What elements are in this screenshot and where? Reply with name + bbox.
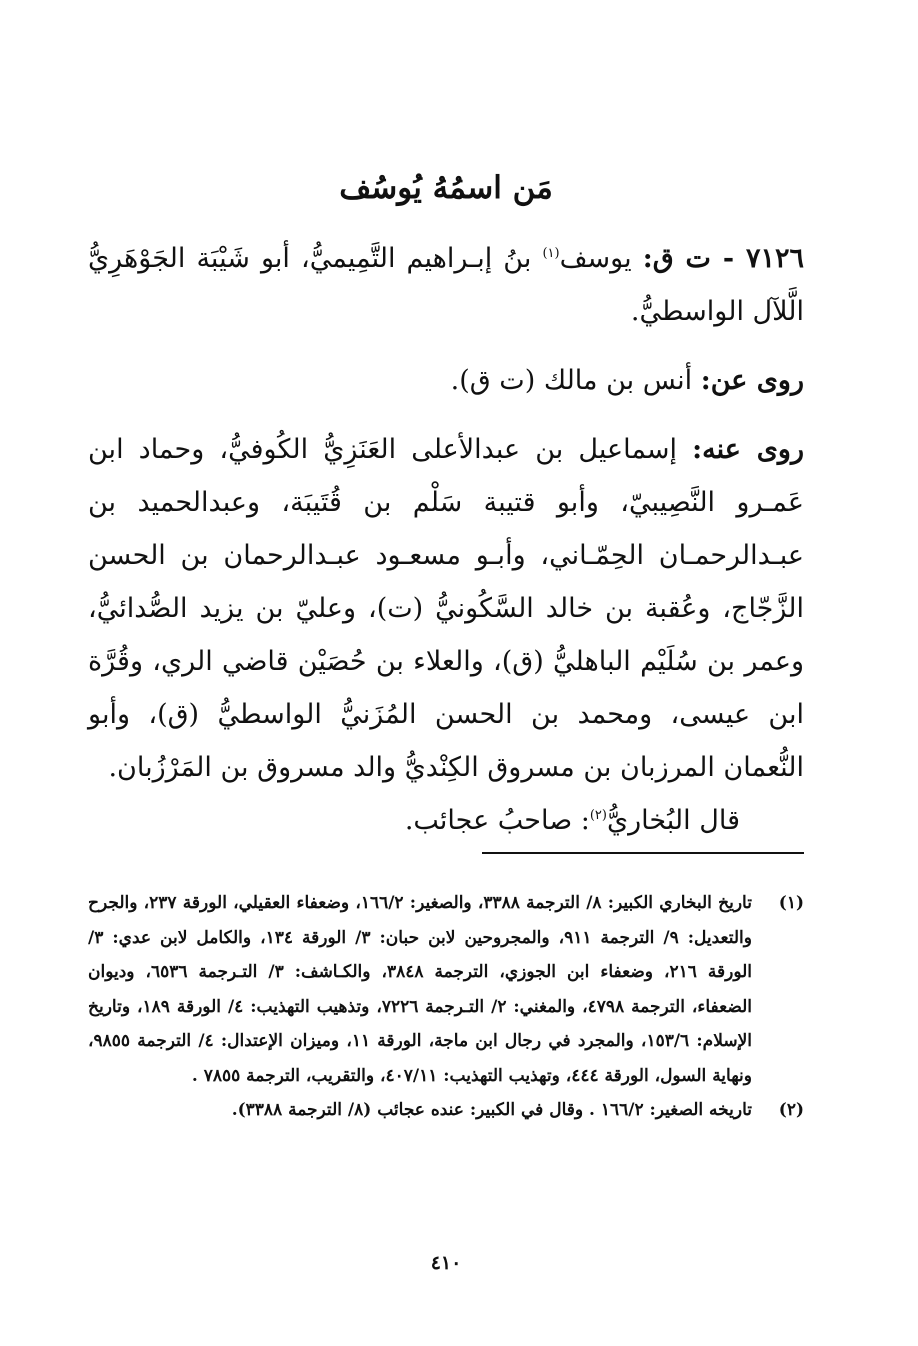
footnote-number: (١) bbox=[778, 893, 804, 913]
footnotes bbox=[88, 886, 804, 1128]
bukhari-paragraph bbox=[88, 794, 804, 847]
bukhari-text-start: قال البُخاريُّ bbox=[606, 805, 740, 836]
narrated-from-paragraph bbox=[88, 354, 804, 407]
section-heading: مَن اسمُهُ يُوسُف bbox=[339, 170, 553, 206]
narrated-by-paragraph bbox=[88, 423, 804, 794]
book-page bbox=[88, 0, 804, 1346]
entry-header bbox=[88, 232, 804, 338]
biography-entry bbox=[88, 232, 804, 847]
footnote-number: (٢) bbox=[778, 1100, 804, 1120]
footnote-text: تاريخ البخاري الكبير: ٨/ الترجمة ٣٣٨٨، والصغير: ١٦٦/٢، وضعفاء العقيلي، الورقة ٢٣٧، والجرح والتعديل: ٩/ الترجمة ٩١١، والمجروحين لابن حبان: ٣/ الورقة ١٣٤، والكامل لابن عدي: ٣/ الورقة ٢١٦، وضعفاء ابن الجوزي، الترجمة ٣٨٤٨، والكـاشف: ٣/ التـرجمة ٦٥٣٦، وديوان الضعفاء، الترجمة ٤٧٩٨، والمغني: ٢/ التـرجمة ٧٢٢٦، وتذهيب التهذيب: ٤/ الورقة ١٨٩، وتاريخ الإسلام: ١٥٣/٦، والمجرد في رجال ابن ماجة، الورقة ١١، وميزان الإعتدال: ٤/ الترجمة ٩٨٥٥، ونهاية السول، الورقة ٤٤٤، وتهذيب التهذيب: ٤٠٧/١١، والتقريب، الترجمة ٧٨٥٥ . bbox=[88, 893, 753, 1086]
footnote-2 bbox=[88, 1093, 804, 1128]
footnote-divider bbox=[482, 852, 804, 854]
narrated-from-label: روى عن: bbox=[700, 365, 804, 396]
narrated-from-text: أنس بن مالك (ت ق). bbox=[450, 365, 701, 396]
narrated-by-label: روى عنه: bbox=[692, 434, 805, 465]
narrated-by-text: إسماعيل بن عبدالأعلى العَنَزِيُّ الكُوفيُّ، وحماد ابن عَمـرو النَّصِيبيّ، وأبو قتيبة سَلْم بن قُتَيبَة، وعبدالحميد بن عبـدالرحمـان الحِمّـاني، وأبـو مسعـود عبـدالرحمان بن الحسن الزَّجّاج، وعُقبة بن خالد السَّكُونيُّ (ت)، وعليّ بن يزيد الصُّدائيُّ، وعمر بن سُلَيْم الباهليُّ (ق)، والعلاء بن حُصَيْن قاضي الري، وقُرَّة ابن عيسى، ومحمد بن الحسن المُزَنيُّ الواسطيُّ (ق)، وأبو النُّعمان المرزبان بن مسروق الكِنْديُّ والد مسروق بن المَرْزُبان. bbox=[88, 434, 804, 783]
page-number: ٤١٠ bbox=[430, 1252, 462, 1274]
entry-codes: ت ق: bbox=[642, 243, 711, 274]
footnote-ref-1: (١) bbox=[542, 246, 560, 261]
footnote-ref-2: (٢) bbox=[589, 808, 607, 823]
footnote-text: تاريخه الصغير: ١٦٦/٢ . وقال في الكبير: عنده عجائب (٨/ الترجمة ٣٣٨٨). bbox=[231, 1100, 752, 1120]
entry-separator: - bbox=[710, 243, 746, 274]
entry-name-rest: بنُ إبـراهيم التَّمِيميُّ، أبو شَيْبَة الجَوْهَرِيُّ الَّلآل الواسطيُّ. bbox=[88, 243, 804, 327]
entry-name-start: يوسف bbox=[559, 243, 643, 274]
entry-number: ٧١٢٦ bbox=[746, 243, 805, 274]
bukhari-text-end: : صاحبُ عجائب. bbox=[404, 805, 590, 836]
footnote-1 bbox=[88, 886, 804, 1093]
